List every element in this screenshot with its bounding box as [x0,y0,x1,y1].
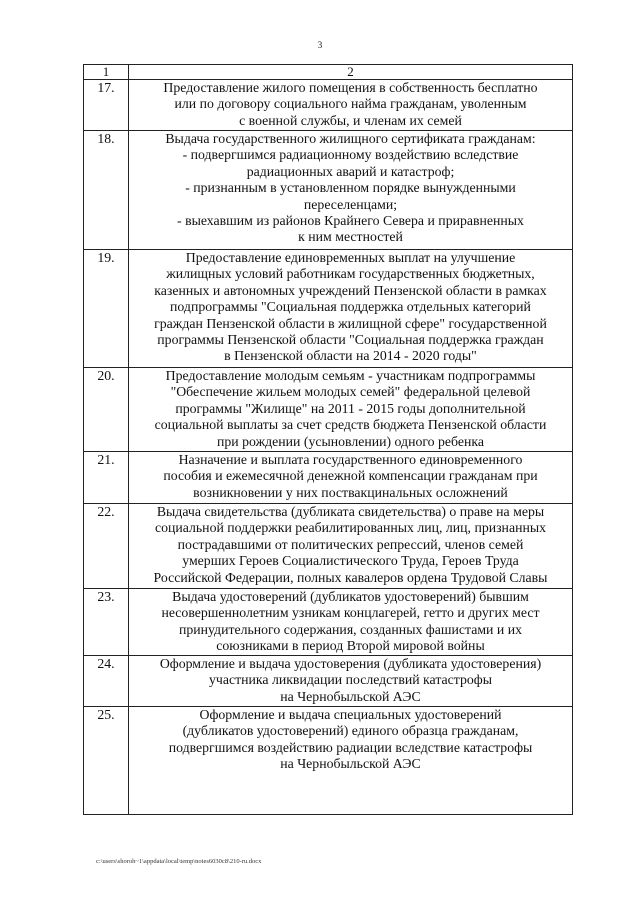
table-header-row [84,65,573,80]
row-number: 23. [84,589,129,656]
services-table [83,64,573,815]
row-text: Назначение и выплата государственного единовременного пособия и ежемесячной денежной компенсации гражданам при возникновении у них поствакцинальных осложнений [129,452,573,504]
page-number: 3 [317,40,323,50]
row-text: Выдача государственного жилищного сертификата гражданам: - подвергшимся радиационному воздействию вследствие радиационных аварий и катастроф; - признанным в установленном порядке вынужденными переселенцами; - выехавшим из районов Крайнего Севера и приравненных к ним местностей [129,131,573,250]
table-row [84,589,573,656]
row-text: Оформление и выдача специальных удостоверений (дубликатов удостоверений) единого образца гражданам, подвергшимся воздействию радиации вследствие катастрофы на Чернобыльской АЭС [129,707,573,815]
row-number: 24. [84,656,129,707]
column-header-name: 2 [129,65,573,80]
row-number: 25. [84,707,129,815]
row-text: Выдача свидетельства (дубликата свидетельства) о праве на меры социальной поддержки реабилитированных лиц, лиц, признанных пострадавшими от политических репрессий, членов семей умерших Героев Социалистического Труда, Героев Труда Российской Федерации, полных кавалеров ордена Трудовой Славы [129,504,573,589]
table-row [84,80,573,131]
row-text: Предоставление молодым семьям - участникам подпрограммы "Обеспечение жильем молодых семей" федеральной целевой программы "Жилище" на 2011 - 2015 годы дополнительной социальной выплаты за счет средств бюджета Пензенской области при рождении (усыновлении) одного ребенка [129,368,573,452]
row-number: 19. [84,250,129,368]
row-text: Оформление и выдача удостоверения (дубликата удостоверения) участника ликвидации последствий катастрофы на Чернобыльской АЭС [129,656,573,707]
row-number: 20. [84,368,129,452]
column-header-number: 1 [84,65,129,80]
table-row [84,131,573,250]
table-row [84,656,573,707]
row-number: 21. [84,452,129,504]
row-number: 17. [84,80,129,131]
table-row [84,368,573,452]
row-number: 18. [84,131,129,250]
table-row [84,707,573,815]
row-number: 22. [84,504,129,589]
table-row [84,250,573,368]
footer-file-path: c:\users\shoroh~1\appdata\local\temp\notes6030c8\210-ru.docx [96,858,262,865]
row-text: Выдача удостоверений (дубликатов удостоверений) бывшим несовершеннолетним узникам концлагерей, гетто и других мест принудительного содержания, созданных фашистами и их союзниками в период Второй мировой войны [129,589,573,656]
table-row [84,452,573,504]
row-text: Предоставление жилого помещения в собственность бесплатно или по договору социального найма гражданам, уволенным с военной службы, и членам их семей [129,80,573,131]
row-text: Предоставление единовременных выплат на улучшение жилищных условий работникам государственных бюджетных, казенных и автономных учреждений Пензенской области в рамках подпрограммы "Социальная поддержка отдельных категорий граждан Пензенской области в жилищной сфере" государственной программы Пензенской области "Социальная поддержка граждан в Пензенской области на 2014 - 2020 годы" [129,250,573,368]
table-row [84,504,573,589]
